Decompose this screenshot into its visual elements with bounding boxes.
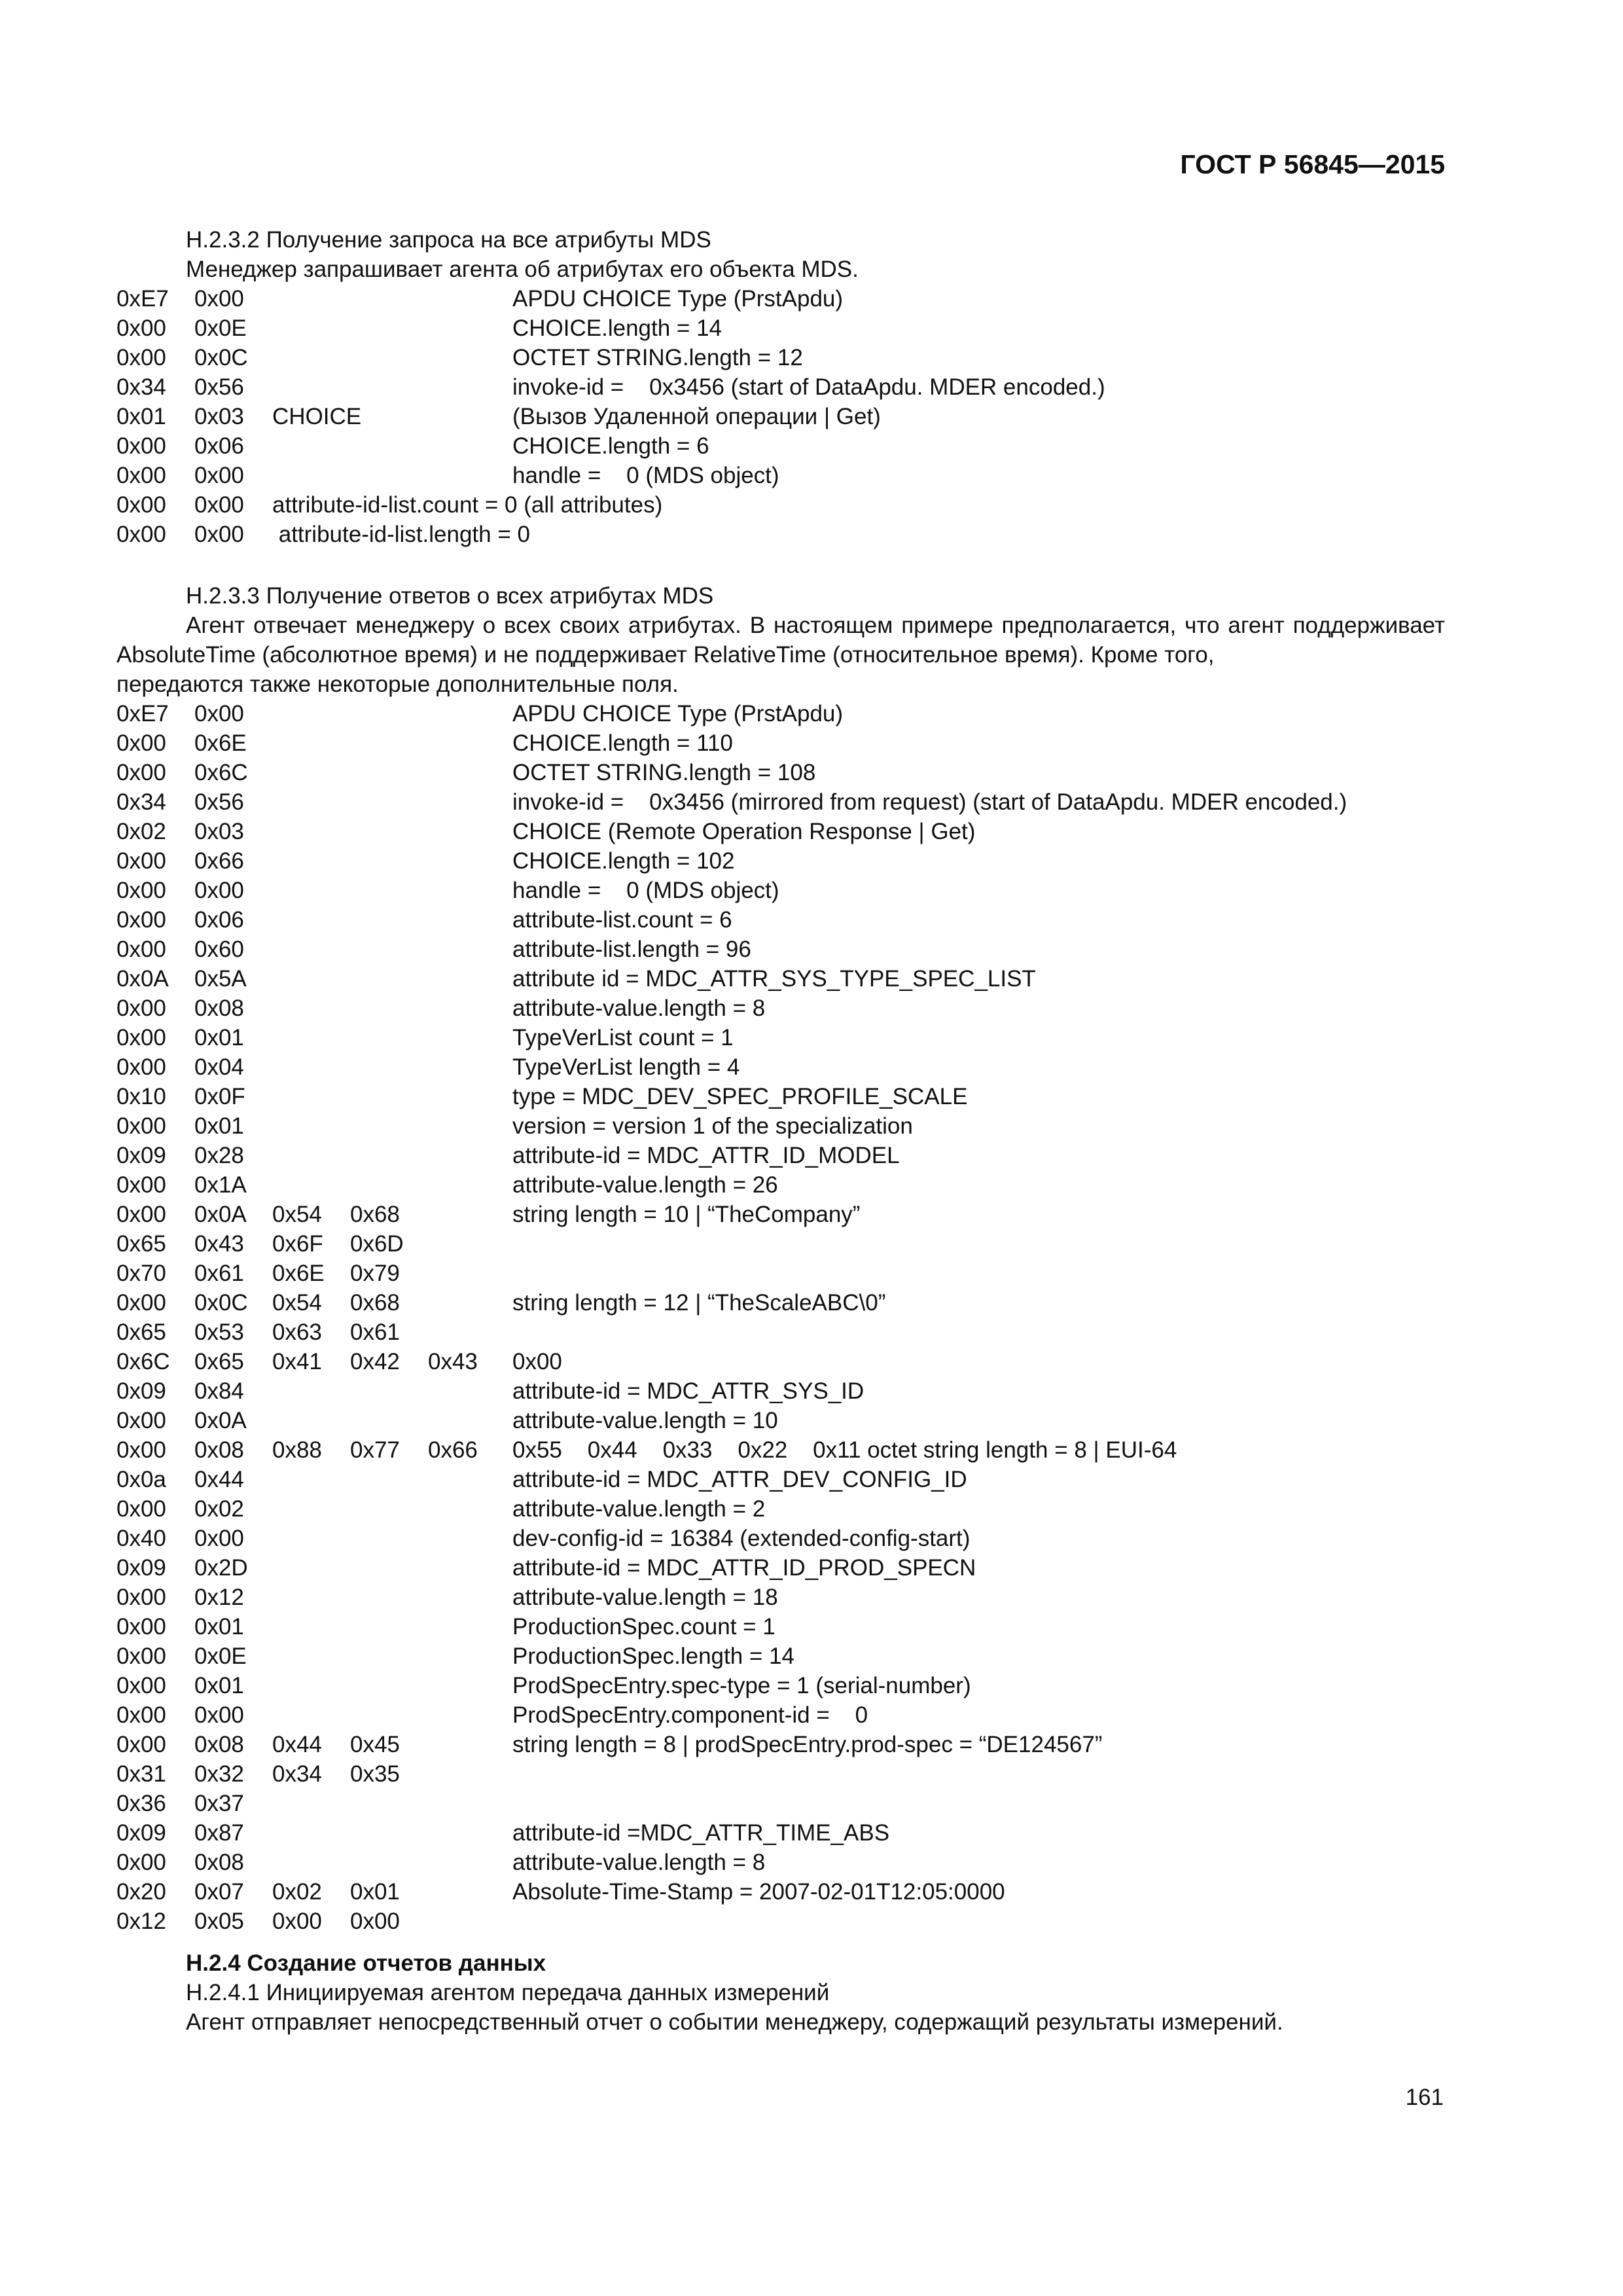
section-intro-h232: Менеджер запрашивает агента об атрибутах его объекта MDS.	[186, 257, 859, 282]
byte-value: 0x00	[116, 730, 166, 756]
byte-value: 0x5A	[194, 966, 247, 992]
listing-row	[116, 1907, 1445, 1936]
field-description: 0x00	[512, 1349, 562, 1374]
byte-value: 0x2D	[194, 1555, 248, 1581]
field-description: dev-config-id = 16384 (extended-config-start)	[512, 1526, 971, 1551]
byte-value: 0x00	[116, 1585, 166, 1610]
paragraph-text: Агент отвечает менеджеру о всех своих атрибутах. В настоящем примере предполагается, что агент поддерживает AbsoluteTime (абсолютное время) и не поддерживает RelativeTime (относительное время). Кроме того,	[116, 613, 1445, 668]
byte-value: 0x34	[272, 1761, 322, 1787]
listing-row	[116, 1641, 1445, 1671]
byte-value: 0x08	[194, 996, 244, 1021]
byte-value: 0x00	[116, 1673, 166, 1698]
byte-value: 0x00	[194, 463, 244, 488]
listing-row	[116, 905, 1445, 935]
byte-value: 0x08	[194, 1732, 244, 1757]
byte-value: 0x65	[194, 1349, 244, 1374]
subsection-heading-h241: H.2.4.1 Инициируемая агентом передача данных измерений	[186, 1980, 830, 2005]
listing-row	[116, 1524, 1445, 1553]
byte-value: 0x0C	[194, 345, 248, 370]
byte-value: 0x36	[116, 1791, 166, 1816]
byte-value: 0x1A	[194, 1172, 247, 1198]
byte-value: 0x02	[194, 1496, 244, 1522]
byte-value: 0x0E	[194, 315, 247, 341]
byte-value: 0x00	[116, 1437, 166, 1463]
field-description: TypeVerList count = 1	[512, 1025, 734, 1050]
byte-value: 0x09	[116, 1820, 166, 1846]
field-description: APDU CHOICE Type (PrstApdu)	[512, 286, 844, 312]
listing-row	[116, 935, 1445, 964]
byte-value: 0x00	[116, 463, 166, 488]
field-description: attribute-value.length = 8	[512, 996, 766, 1021]
byte-value: 0x00	[116, 848, 166, 874]
listing-row	[116, 1789, 1445, 1818]
listing-row	[116, 520, 1445, 549]
byte-value: 0x05	[194, 1909, 244, 1934]
byte-value: 0x00	[116, 996, 166, 1021]
byte-value: 0x00	[116, 1290, 166, 1316]
byte-value: 0x0A	[194, 1408, 247, 1433]
byte-value: 0x32	[194, 1761, 244, 1787]
byte-value: 0x00	[194, 878, 244, 903]
byte-value: 0x63	[272, 1319, 322, 1345]
page-number: 161	[1405, 2085, 1444, 2110]
field-description: handle = 0 (MDS object)	[512, 878, 779, 903]
section-paragraph-h233	[116, 611, 1445, 670]
byte-value: 0x00	[116, 1732, 166, 1757]
field-description: invoke-id = 0x3456 (start of DataApdu. MDER encoded.)	[512, 374, 1105, 400]
field-description: attribute-id =MDC_ATTR_TIME_ABS	[512, 1820, 890, 1846]
listing-row	[116, 1671, 1445, 1700]
byte-value: 0x0F	[194, 1084, 245, 1109]
section-heading-h233: H.2.3.3 Получение ответов о всех атрибутах MDS	[186, 583, 714, 609]
listing-row	[116, 1200, 1445, 1229]
byte-value: 0x6C	[194, 760, 248, 785]
listing-row	[116, 343, 1445, 372]
byte-value: 0x00	[194, 1702, 244, 1728]
field-description: CHOICE (Remote Operation Response | Get)	[512, 819, 976, 844]
byte-value: 0x00	[116, 907, 166, 933]
byte-value: 0x70	[116, 1261, 166, 1286]
document-code: ГОСТ Р 56845—2015	[1180, 149, 1445, 179]
byte-value: 0x65	[116, 1231, 166, 1257]
byte-value: 0x68	[350, 1290, 400, 1316]
field-description: attribute-id = MDC_ATTR_SYS_ID	[512, 1378, 865, 1404]
byte-value: 0x43	[428, 1349, 478, 1374]
listing-row	[116, 1406, 1445, 1435]
listing-row	[116, 846, 1445, 876]
byte-value: 0x88	[272, 1437, 322, 1463]
byte-value: 0x6F	[272, 1231, 323, 1257]
byte-value: 0x34	[116, 374, 166, 400]
byte-value: 0x00	[116, 315, 166, 341]
byte-value: 0x56	[194, 789, 244, 815]
listing-row	[116, 758, 1445, 787]
byte-value: 0x40	[116, 1526, 166, 1551]
byte-value: 0x00	[116, 433, 166, 459]
byte-value: 0x00	[116, 1202, 166, 1227]
byte-value: 0x09	[116, 1143, 166, 1168]
listing-row	[116, 1848, 1445, 1877]
listing-row	[116, 1612, 1445, 1641]
listing-row	[116, 964, 1445, 994]
listing-row	[116, 490, 1445, 520]
listing-row	[116, 1141, 1445, 1170]
byte-value: 0x6E	[194, 730, 247, 756]
byte-value: 0x20	[116, 1879, 166, 1905]
byte-value: 0x54	[272, 1290, 322, 1316]
listing-row	[116, 1259, 1445, 1288]
byte-value: 0x0A	[116, 966, 169, 992]
byte-value: 0x79	[350, 1261, 400, 1286]
byte-value: 0x61	[194, 1261, 244, 1286]
byte-value: 0x45	[350, 1732, 400, 1757]
byte-value: 0x00	[116, 1614, 166, 1640]
listing-row	[116, 1553, 1445, 1583]
listing-row	[116, 787, 1445, 817]
field-label: attribute-id-list.length = 0	[272, 522, 530, 547]
byte-value: 0x00	[272, 1909, 322, 1934]
listing-row	[116, 314, 1445, 343]
byte-value: 0x77	[350, 1437, 400, 1463]
byte-value: 0x56	[194, 374, 244, 400]
field-description: attribute-value.length = 26	[512, 1172, 778, 1198]
byte-value: 0x03	[194, 404, 244, 429]
listing-row	[116, 1052, 1445, 1082]
field-description: attribute-list.length = 96	[512, 937, 751, 962]
field-description: attribute-id = MDC_ATTR_DEV_CONFIG_ID	[512, 1467, 967, 1492]
byte-value: 0x02	[272, 1879, 322, 1905]
listing-row	[116, 1111, 1445, 1141]
byte-value: 0x00	[116, 1025, 166, 1050]
field-label: CHOICE	[272, 404, 362, 429]
listing-row	[116, 1229, 1445, 1259]
field-description: 0x55 0x44 0x33 0x22 0x11 octet string length = 8 | EUI-64	[512, 1437, 1177, 1463]
listing-row	[116, 1700, 1445, 1730]
byte-value: 0x61	[350, 1319, 400, 1345]
byte-value: 0x00	[194, 1526, 244, 1551]
field-description: ProdSpecEntry.component-id = 0	[512, 1702, 868, 1728]
field-description: CHOICE.length = 14	[512, 315, 722, 341]
byte-value: 0x00	[116, 522, 166, 547]
field-description: attribute-id = MDC_ATTR_ID_PROD_SPECN	[512, 1555, 976, 1581]
field-description: attribute-value.length = 8	[512, 1850, 766, 1875]
listing-row	[116, 1023, 1445, 1052]
byte-value: 0x00	[116, 1702, 166, 1728]
listing-row	[116, 461, 1445, 490]
byte-value: 0x00	[116, 1172, 166, 1198]
listing-row	[116, 1465, 1445, 1494]
byte-value: 0x07	[194, 1879, 244, 1905]
listing-row	[116, 1759, 1445, 1789]
listing-row	[116, 876, 1445, 905]
field-description: attribute-value.length = 10	[512, 1408, 778, 1433]
listing-row	[116, 1170, 1445, 1200]
field-description: attribute-value.length = 18	[512, 1585, 778, 1610]
byte-value: 0x00	[116, 1643, 166, 1669]
section-heading-h24: H.2.4 Создание отчетов данных	[186, 1950, 546, 1976]
listing-row	[116, 372, 1445, 402]
listing-row	[116, 1288, 1445, 1318]
field-description: APDU CHOICE Type (PrstApdu)	[512, 701, 844, 726]
byte-listing-h232	[116, 284, 1445, 549]
byte-value: 0x00	[116, 492, 166, 518]
field-description: OCTET STRING.length = 12	[512, 345, 803, 370]
byte-value: 0x00	[194, 522, 244, 547]
byte-value: 0xE7	[116, 701, 169, 726]
field-description: string length = 12 | “TheScaleABC\0”	[512, 1290, 886, 1316]
listing-row	[116, 699, 1445, 728]
listing-row	[116, 817, 1445, 846]
byte-value: 0x02	[116, 819, 166, 844]
byte-value: 0x01	[194, 1113, 244, 1139]
byte-value: 0x65	[116, 1319, 166, 1345]
listing-row	[116, 431, 1445, 461]
listing-row	[116, 284, 1445, 314]
byte-value: 0x28	[194, 1143, 244, 1168]
byte-value: 0x00	[194, 492, 244, 518]
byte-value: 0x53	[194, 1319, 244, 1345]
byte-value: 0x84	[194, 1378, 244, 1404]
field-description: Absolute-Time-Stamp = 2007-02-01T12:05:0000	[512, 1879, 1005, 1905]
field-description: attribute-value.length = 2	[512, 1496, 766, 1522]
byte-value: 0x00	[116, 1408, 166, 1433]
byte-value: 0x0E	[194, 1643, 247, 1669]
field-description: TypeVerList length = 4	[512, 1054, 740, 1080]
field-description: invoke-id = 0x3456 (mirrored from request) (start of DataApdu. MDER encoded.)	[512, 789, 1347, 815]
byte-value: 0x44	[272, 1732, 322, 1757]
listing-row	[116, 1347, 1445, 1376]
byte-value: 0x00	[194, 286, 244, 312]
byte-value: 0x60	[194, 937, 244, 962]
byte-value: 0x6C	[116, 1349, 170, 1374]
byte-value: 0x54	[272, 1202, 322, 1227]
listing-row	[116, 1583, 1445, 1612]
byte-value: 0x08	[194, 1437, 244, 1463]
field-description: ProdSpecEntry.spec-type = 1 (serial-number)	[512, 1673, 971, 1698]
byte-value: 0x00	[116, 878, 166, 903]
field-description: CHOICE.length = 6	[512, 433, 709, 459]
byte-value: 0x31	[116, 1761, 166, 1787]
section-heading-h232: H.2.3.2 Получение запроса на все атрибуты MDS	[186, 227, 711, 253]
field-description: CHOICE.length = 110	[512, 730, 733, 756]
byte-value: 0x03	[194, 819, 244, 844]
listing-row	[116, 1318, 1445, 1347]
field-description: handle = 0 (MDS object)	[512, 463, 779, 488]
listing-row	[116, 1376, 1445, 1406]
byte-value: 0x35	[350, 1761, 400, 1787]
byte-value: 0x01	[350, 1879, 400, 1905]
field-description: attribute-id = MDC_ATTR_ID_MODEL	[512, 1143, 900, 1168]
byte-value: 0x04	[194, 1054, 244, 1080]
field-description: type = MDC_DEV_SPEC_PROFILE_SCALE	[512, 1084, 968, 1109]
byte-value: 0x00	[116, 1054, 166, 1080]
listing-row	[116, 994, 1445, 1023]
byte-value: 0x00	[116, 1850, 166, 1875]
byte-value: 0x0C	[194, 1290, 248, 1316]
field-description: OCTET STRING.length = 108	[512, 760, 816, 785]
byte-value: 0x10	[116, 1084, 166, 1109]
field-label: attribute-id-list.count = 0 (all attributes)	[272, 492, 663, 518]
byte-value: 0x34	[116, 789, 166, 815]
byte-value: 0x06	[194, 433, 244, 459]
listing-row	[116, 1818, 1445, 1848]
section-paragraph-h233-end: передаются также некоторые дополнительные поля.	[116, 672, 679, 697]
byte-value: 0x01	[194, 1025, 244, 1050]
byte-value: 0x68	[350, 1202, 400, 1227]
byte-value: 0x00	[116, 1496, 166, 1522]
listing-row	[116, 402, 1445, 431]
field-description: ProductionSpec.count = 1	[512, 1614, 776, 1640]
byte-value: 0x0A	[194, 1202, 247, 1227]
byte-value: 0x00	[194, 701, 244, 726]
byte-value: 0x43	[194, 1231, 244, 1257]
byte-value: 0x44	[194, 1467, 244, 1492]
byte-value: 0x06	[194, 907, 244, 933]
byte-value: 0x12	[194, 1585, 244, 1610]
byte-value: 0x0a	[116, 1467, 166, 1492]
byte-value: 0x66	[194, 848, 244, 874]
byte-value: 0x66	[428, 1437, 478, 1463]
byte-value: 0x00	[116, 345, 166, 370]
byte-value: 0x00	[116, 760, 166, 785]
byte-value: 0x6D	[350, 1231, 404, 1257]
listing-row	[116, 1730, 1445, 1759]
byte-value: 0x01	[194, 1614, 244, 1640]
byte-value: 0x37	[194, 1791, 244, 1816]
field-description: ProductionSpec.length = 14	[512, 1643, 795, 1669]
field-description: attribute-list.count = 6	[512, 907, 732, 933]
listing-row	[116, 1082, 1445, 1111]
byte-value: 0x41	[272, 1349, 322, 1374]
byte-listing-h233	[116, 699, 1445, 1936]
listing-row	[116, 728, 1445, 758]
field-description: attribute id = MDC_ATTR_SYS_TYPE_SPEC_LIST	[512, 966, 1036, 992]
byte-value: 0x01	[116, 404, 166, 429]
byte-value: 0x87	[194, 1820, 244, 1846]
listing-row	[116, 1435, 1445, 1465]
field-description: CHOICE.length = 102	[512, 848, 735, 874]
byte-value: 0xE7	[116, 286, 169, 312]
byte-value: 0x00	[116, 1113, 166, 1139]
byte-value: 0x42	[350, 1349, 400, 1374]
byte-value: 0x08	[194, 1850, 244, 1875]
byte-value: 0x09	[116, 1555, 166, 1581]
listing-row	[116, 1494, 1445, 1524]
field-description: version = version 1 of the specialization	[512, 1113, 913, 1139]
field-description: (Вызов Удаленной операции | Get)	[512, 404, 881, 429]
section-paragraph-h241: Агент отправляет непосредственный отчет о событии менеджеру, содержащий результаты измерений.	[186, 2009, 1283, 2035]
field-description: string length = 8 | prodSpecEntry.prod-spec = “DE124567”	[512, 1732, 1103, 1757]
byte-value: 0x00	[116, 937, 166, 962]
byte-value: 0x6E	[272, 1261, 325, 1286]
byte-value: 0x09	[116, 1378, 166, 1404]
byte-value: 0x12	[116, 1909, 166, 1934]
listing-row	[116, 1877, 1445, 1907]
byte-value: 0x01	[194, 1673, 244, 1698]
byte-value: 0x00	[350, 1909, 400, 1934]
field-description: string length = 10 | “TheCompany”	[512, 1202, 861, 1227]
